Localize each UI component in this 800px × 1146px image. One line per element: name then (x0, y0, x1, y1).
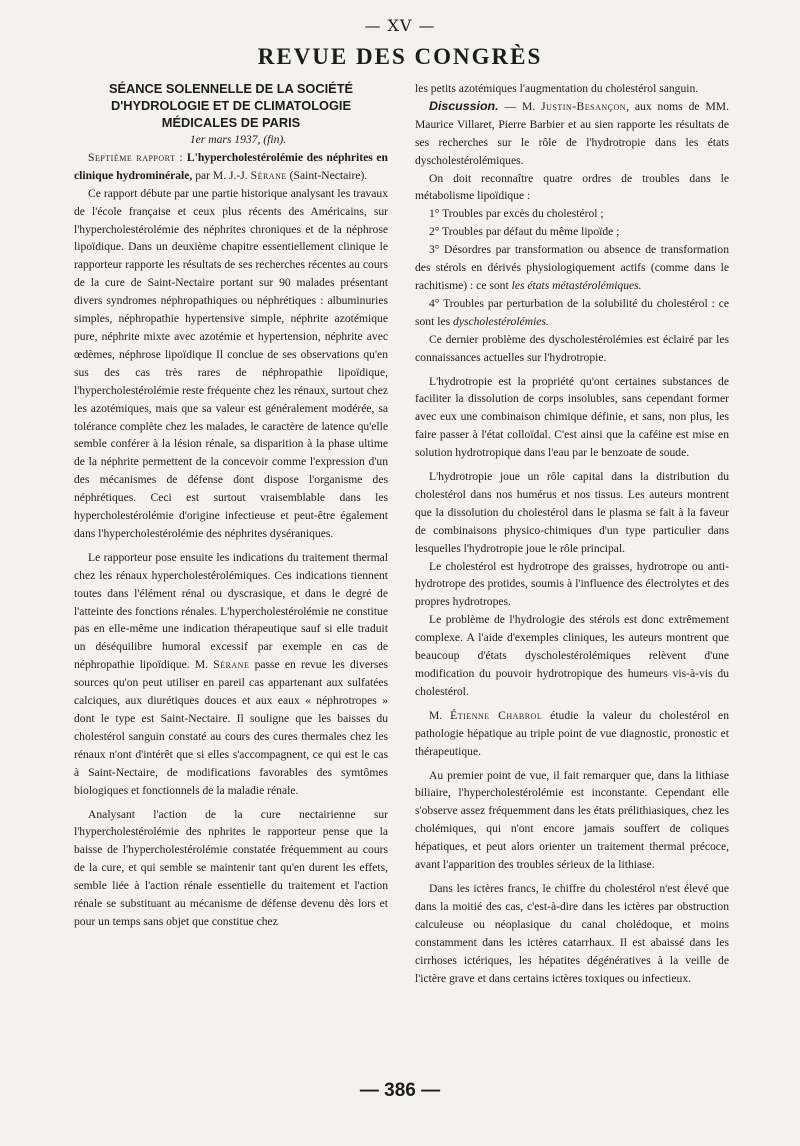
report-heading (74, 149, 388, 185)
journal-masthead: REVUE DES CONGRÈS (257, 44, 543, 69)
paragraph-left-3: Analysant l'action de la cure nectairienne sur l'hypercholestérolémie des nphrites le rapporteur pense que la baisse de l'hypercholestérolémie constatée fréquemment au cours de la cure, et qui semble se maintenir tant qu'en durent les effets, semble liée à l'action rénale essentielle du traitement et l'action rénale se substituant au mécanisme de défense devenu dès lors et pour un temps sans objet que constitue chez (74, 807, 388, 928)
report-title: L'hypercholestérolémie des néphrites en clinique hydrominérale, (74, 150, 388, 182)
paragraph-right-f-prefix: M. (429, 708, 443, 722)
paragraph-right-0: les petits azotémiques l'augmentation du cholestérol sanguin. (415, 82, 699, 95)
paragraph-left-2 (74, 549, 388, 800)
paragraph-left-2-text-a: Le rapporteur pose ensuite les indications du traitement thermal chez les rénaux hypercholestérolémiques. Ces indications tiennent toutes dans l'élément rénal ou dyscrasique, et dans le degré de l'atteinte des fonctions rénales. L'hypercholestérolémie ne constitue pas en elle-même une indication thérapeutique sauf si elle traduit un déséquilibre humoral excessif par exemple en cas de néphropathie lipoïdique. M. (74, 550, 388, 672)
discussion-dash: — M. (498, 99, 536, 113)
page-number: — 386 — (359, 1080, 441, 1101)
order-item-4-term: dyscholestérolémies. (453, 314, 549, 328)
section-title-line-3: MÉDICALES DE PARIS (161, 115, 301, 130)
paragraph-right-e: Le problème de l'hydrologie des stérols est donc extrêmement complexe. A l'aide d'exemples cliniques, les auteurs montrent que beaucoup d'états dyscholestérolémiques relèvent d'une modification du pouvoir hydrotropique des humeurs vis-à-vis du cholestérol. (415, 613, 729, 698)
report-author: Sérane (250, 168, 287, 182)
order-item-3-text: 3° Désordres par transformation ou absence de transformation des stérols en dérivés physiologiquement actifs (comme dans le rachitisme) : ce sont (415, 243, 729, 292)
discussion-label: Discussion. (429, 98, 499, 113)
order-item-2: 2° Troubles par défaut du même lipoïde ; (429, 225, 620, 239)
paragraph-right-b: L'hydrotropie est la propriété qu'ont certaines substances de faciliter la dissolution de corps insolubles, sans cependant former avec eux une combinaison chimique définie, et sans, non plus, les faire passer à l'état colloïdal. C'est ainsi que la caféine est mise en solution hydrotropique dans l'eau par le benzoate de soude. (415, 374, 729, 460)
order-item-3-term: les états métastérolémiques. (511, 278, 642, 292)
section-title-line-1: SÉANCE SOLENNELLE DE LA SOCIÉTÉ (108, 81, 354, 96)
session-date: 1er mars 1937, (fin). (189, 133, 287, 146)
paragraph-right-d: Le cholestérol est hydrotrope des graisses, hydrotrope ou anti-hydrotrope des protides, soumis à l'influence des électrolytes et des propres hydrotropes. (415, 559, 729, 609)
discussion-text: , aux noms de MM. Maurice Villaret, Pierre Barbier et au sien rapporte les résultats de ses recherches sur le rôle de l'hydrotropie dans les états dyscholestérolémiques. (415, 99, 729, 167)
paragraph-right-f-speaker: Étienne Chabrol (450, 708, 543, 722)
order-item-3 (415, 241, 729, 295)
paragraph-right-g: Au premier point de vue, il fait remarquer que, dans la lithiase biliaire, l'hypercholestérolémie est inconstante. Cependant elle s'observe assez fréquemment dans les états prélithiasiques, chez les cholémiques, qui n'ont encore jamais souffert de coliques hépatiques, et peut alors orienter un traitement thermal précoce, avant l'apparition des troubles sérieux de la lithiase. (415, 768, 729, 872)
paragraph-left-2-text-b: passe en revue les diverses sources qu'on peut utiliser en pareil cas appartenant aux sulfatées calciques, aux diurétiques douces et aux eaux « néphrotropes » dont le type est Saint-Nectaire. Il souligne que les baisses du cholestérol sanguin constaté au cours des cures thermales chez les rénaux n'ont d'intérêt que si elles s'accompagnent, ce qui est le cas à Saint-Nectaire, de modifications favorables des symtômes biologiques et fonctionnels de la maladie rénale. (74, 658, 388, 797)
paragraph-right-a: Ce dernier problème des dyscholestérolémies est éclairé par les connaissances actuelles sur l'hydrotropie. (415, 332, 729, 364)
right-column (415, 80, 729, 987)
paragraph-orders: On doit reconnaître quatre ordres de troubles dans le métabolisme lipoïdique : (415, 171, 729, 203)
report-label: Septième rapport : (88, 150, 184, 164)
paragraph-left-1: Ce rapport débute par une partie historique analysant les travaux de l'école française et ceux plus récents des Américains, sur l'hypercholestérolémie des néphrites chroniques et de la néphrose lipoïdique. Dans un deuxième chapitre essentiellement clinique le rapporteur rapporte les résultats de ses recherches récentes au cours de la cure de Saint-Nectaire portant sur 90 malades présentant divers syndromes néphropathiques ou néphrétiques : albuminuries simples, néphropathie hypertensive simple, néphrite azotémique pure, néphrite mixte avec azotémie et hypertension, néphrite avec œdèmes, néphrose lipoïdique Il conclue de ses observations qu'en sus des cas très rares de néphropathie lipoïdique, l'hypercholestérolémie reste fréquente chez les rénaux, surtout chez les azotémiques, mais que sa valeur est généralement modérée, sa tolérance complète chez les malades, le caractère de latence qu'elle semble conférer à la lésion rénale, sa disparition à la phase ultime de la néphrite permettent de la concevoir comme l'expression d'un des mécanismes de défense dont dispose l'organisme des néphrétiques. Ceci est surtout vraisemblable dans les hypercholestérolémie d'origine infectieuse et peut-être également dans l'hypercholestérolémie des néphrites dyséraniques. (74, 186, 388, 540)
left-column (74, 80, 388, 931)
paragraph-right-f-text: étudie la valeur du cholestérol en pathologie hépatique au triple point de vue diagnostic, pronostic et thérapeutique. (415, 708, 729, 758)
report-author-location: (Saint-Nectaire). (289, 168, 368, 182)
order-item-4 (415, 295, 729, 331)
paragraph-left-2-name: Sérane (213, 658, 250, 672)
report-author-prefix: par M. J.-J. (195, 168, 248, 182)
discussion-paragraph (415, 98, 729, 170)
paragraph-right-f (415, 707, 729, 761)
paragraph-right-c: L'hydrotropie joue un rôle capital dans la distribution du cholestérol dans nos humérus et nos tissus. Les auteurs montrent que la dissolution du cholestérol dans le plasma se fait à la faveur de combinaisons physico-chimiques d'un type particulier dans lesquelles l'hydrotropie joue le rôle principal. (415, 470, 729, 555)
paragraph-right-h: Dans les ictères francs, le chiffre du cholestérol n'est élevé que dans la moitié des cas, c'est-à-dire dans les ictères par obstruction calculeuse ou néoplasique du canal cholédoque, et moins constamment dans les ictères catarrhaux. Il est abaissé dans les cirrhoses ictériques, les hépatites dégénératives à la veille de l'ictère grave et dans certains ictères toxiques ou infectieux. (415, 881, 729, 985)
order-item-4-text: 4° Troubles par perturbation de la solubilité du cholestérol : ce sont les (415, 296, 729, 328)
roman-page-number: — XV — (364, 16, 436, 35)
section-title-line-2: D'HYDROLOGIE ET DE CLIMATOLOGIE (110, 98, 352, 113)
discussion-speaker: Justin-Besançon (541, 99, 627, 113)
order-item-1: 1° Troubles par excès du cholestérol ; (429, 207, 604, 221)
